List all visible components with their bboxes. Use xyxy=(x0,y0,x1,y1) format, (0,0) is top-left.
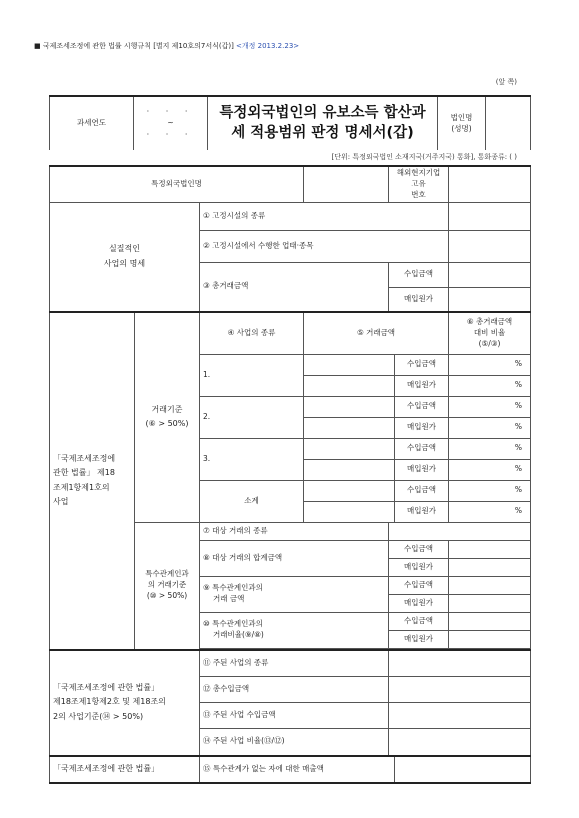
unit-line: [단위: 특정외국법인 소재지국(거주지국) 통화], 통화종류: ( ) xyxy=(331,153,517,161)
row1-purchase-label: 매입원가 xyxy=(395,375,449,396)
art18-1-1-line1: 「국제조세조정에 xyxy=(53,453,116,463)
row2-purchase-pct[interactable]: % xyxy=(449,417,531,438)
art18-1-1-line4: 사업 xyxy=(53,497,69,507)
tax-year-label: 과세연도 xyxy=(50,96,134,150)
trade-basis-line2: (⑥ > 50%) xyxy=(145,419,189,429)
corp-name-field[interactable] xyxy=(486,96,531,150)
total-purchase-cost-field[interactable] xyxy=(449,287,531,312)
amendment-note: <개정 2013.2.23> xyxy=(236,42,300,50)
main-business-type-field[interactable] xyxy=(389,650,531,677)
target-import-field[interactable] xyxy=(449,540,531,558)
row3-purchase-label: 매입원가 xyxy=(395,459,449,480)
ratio-purchase-field[interactable] xyxy=(449,630,531,648)
row3-import-pct[interactable]: % xyxy=(449,438,531,459)
row2-import-label: 수입금액 xyxy=(395,396,449,417)
trade-amount-header: ⑤ 거래금액 xyxy=(304,312,449,354)
related-purchase-field[interactable] xyxy=(449,594,531,612)
art18-1-2-line1: 「국제조세조정에 관한 법률」 xyxy=(53,682,160,692)
related-purchase-label: 매입원가 xyxy=(389,594,449,612)
row1-purchase-pct[interactable]: % xyxy=(449,375,531,396)
tax-year-period[interactable] xyxy=(134,96,208,150)
subtotal-label: 소계 xyxy=(200,480,304,522)
local-corp-id-field[interactable] xyxy=(449,166,531,202)
gross-income-field[interactable] xyxy=(389,677,531,703)
art-last-label: 「국제조세조정에 관한 법률」 xyxy=(50,756,200,783)
business-at-facility-field[interactable] xyxy=(449,230,531,262)
fixed-facility-type-field[interactable] xyxy=(449,202,531,230)
row3-blank-b[interactable] xyxy=(304,459,395,480)
corp-name-label xyxy=(438,96,486,150)
row2-blank[interactable] xyxy=(304,396,395,417)
row2-blank-b[interactable] xyxy=(304,417,395,438)
page-side-label: (앞 쪽) xyxy=(495,78,517,86)
related-ratio-line1: ⑩ 특수관계인과의 xyxy=(203,619,263,629)
total-purchase-cost-label: 매입원가 xyxy=(389,287,449,312)
related-party-basis-label xyxy=(135,522,200,650)
related-basis-line2: 의 거래기준 xyxy=(147,580,187,590)
period-end-dots: · · · xyxy=(146,129,195,139)
row1-import-pct[interactable]: % xyxy=(449,354,531,375)
row2-import-pct[interactable]: % xyxy=(449,396,531,417)
related-trade-line2: 거래 금액 xyxy=(213,594,245,603)
form-title-line1: 특정외국법인의 유보소득 합산과 xyxy=(219,105,426,122)
trade-basis-line1: 거래기준 xyxy=(151,404,183,414)
form-rule-reference: 국제조세조정에 관한 법률 시행규칙 [별지 제10호의7서식(갑)] xyxy=(42,42,234,50)
form-title xyxy=(208,96,438,150)
total-import-amount-label: 수입금액 xyxy=(389,262,449,287)
target-trade-type-label: ⑦ 대상 거래의 종류 xyxy=(200,522,389,540)
main-business-income-label: ⑬ 주된 사업 수입금액 xyxy=(200,703,389,729)
business-row-3-label[interactable]: 3. xyxy=(200,438,304,480)
ratio-header-line2: 대비 비율 xyxy=(473,327,506,337)
corp-name-label-line1: 법인명 xyxy=(450,112,473,122)
target-purchase-label: 매입원가 xyxy=(389,558,449,576)
subtotal-import-pct[interactable]: % xyxy=(449,480,531,501)
art18-1-1-line2: 관한 법률」 제18 xyxy=(53,468,115,478)
determination-table xyxy=(49,165,531,784)
art18-1-1-line3: 조제1항제1호의 xyxy=(53,482,110,492)
row3-purchase-pct[interactable]: % xyxy=(449,459,531,480)
target-purchase-field[interactable] xyxy=(449,558,531,576)
local-corp-id-line1: 해외현지기업 고유 xyxy=(396,167,441,188)
local-corp-id-line2: 번호 xyxy=(411,189,426,199)
art18-1-2-label xyxy=(50,650,200,756)
ratio-purchase-label: 매입원가 xyxy=(389,630,449,648)
gross-income-label: ⑫ 총수입금액 xyxy=(200,677,389,703)
ratio-header-line3: (⑤/③) xyxy=(478,338,501,348)
main-business-type-label: ⑪ 주된 사업의 종류 xyxy=(200,650,389,677)
non-related-sales-label: ⑮ 특수관계가 없는 자에 대한 매출액 xyxy=(200,756,395,783)
business-at-facility-label: ② 고정시설에서 수행한 업태·종목 xyxy=(200,230,449,262)
form-header xyxy=(34,41,299,51)
target-trade-total-label: ⑧ 대상 거래의 합계금액 xyxy=(200,540,389,576)
target-import-label: 수입금액 xyxy=(389,540,449,558)
substantive-line1: 실질적인 xyxy=(109,244,140,254)
substantive-business-label xyxy=(50,202,200,312)
foreign-corp-name-label: 특정외국법인명 xyxy=(50,166,304,202)
main-business-income-field[interactable] xyxy=(389,703,531,729)
ratio-header-line1: ⑥ 총거래금액 xyxy=(466,316,513,326)
bullet-icon: ■ xyxy=(34,42,41,50)
subtotal-blank[interactable] xyxy=(304,480,395,501)
related-ratio-line2: 거래비율(⑨/⑧) xyxy=(213,630,264,639)
total-import-amount-field[interactable] xyxy=(449,262,531,287)
ratio-import-field[interactable] xyxy=(449,612,531,630)
related-import-label: 수입금액 xyxy=(389,576,449,594)
title-block xyxy=(49,95,531,150)
subtotal-purchase-pct[interactable]: % xyxy=(449,501,531,522)
related-basis-line1: 특수관계인과 xyxy=(145,569,189,579)
row1-blank-b[interactable] xyxy=(304,375,395,396)
row1-import-label: 수입금액 xyxy=(395,354,449,375)
total-trade-amount-label: ③ 총거래금액 xyxy=(200,262,389,312)
business-row-2-label[interactable]: 2. xyxy=(200,396,304,438)
art18-1-1-label xyxy=(50,312,135,650)
foreign-corp-name-field[interactable] xyxy=(304,166,389,202)
art18-1-2-line3: 2의 사업기준(⑭ > 50%) xyxy=(53,711,144,721)
row1-blank[interactable] xyxy=(304,354,395,375)
target-trade-type-field[interactable] xyxy=(389,522,531,540)
form-title-line2: 세 적용범위 판정 명세서(갑) xyxy=(231,124,414,141)
local-corp-id-label xyxy=(389,166,449,202)
substantive-line2: 사업의 명세 xyxy=(103,258,146,268)
row3-import-label: 수입금액 xyxy=(395,438,449,459)
ratio-import-label: 수입금액 xyxy=(389,612,449,630)
related-trade-line1: ⑨ 특수관계인과의 xyxy=(203,583,263,593)
trade-basis-label xyxy=(135,312,200,522)
related-import-field[interactable] xyxy=(449,576,531,594)
related-trade-ratio-label xyxy=(200,612,389,648)
ratio-header xyxy=(449,312,531,354)
related-trade-amount-label xyxy=(200,576,389,612)
subtotal-import-label: 수입금액 xyxy=(395,480,449,501)
non-related-sales-field[interactable] xyxy=(395,756,531,783)
business-row-1-label[interactable]: 1. xyxy=(200,354,304,396)
fixed-facility-type-label: ① 고정시설의 종류 xyxy=(200,202,449,230)
related-basis-line3: (⑩ > 50%) xyxy=(146,590,188,600)
subtotal-purchase-label: 매입원가 xyxy=(395,501,449,522)
subtotal-blank-b[interactable] xyxy=(304,501,395,522)
main-business-ratio-label: ⑭ 주된 사업 비율(⑬/⑫) xyxy=(200,729,389,756)
period-tilde: ~ xyxy=(167,118,174,128)
period-start-dots: · · · xyxy=(146,107,195,117)
main-business-ratio-field[interactable] xyxy=(389,729,531,756)
business-type-header: ④ 사업의 종류 xyxy=(200,312,304,354)
row2-purchase-label: 매입원가 xyxy=(395,417,449,438)
row3-blank[interactable] xyxy=(304,438,395,459)
corp-name-label-line2: (성명) xyxy=(451,123,472,133)
art18-1-2-line2: 제18조제1항제2호 및 제18조의 xyxy=(53,697,166,707)
